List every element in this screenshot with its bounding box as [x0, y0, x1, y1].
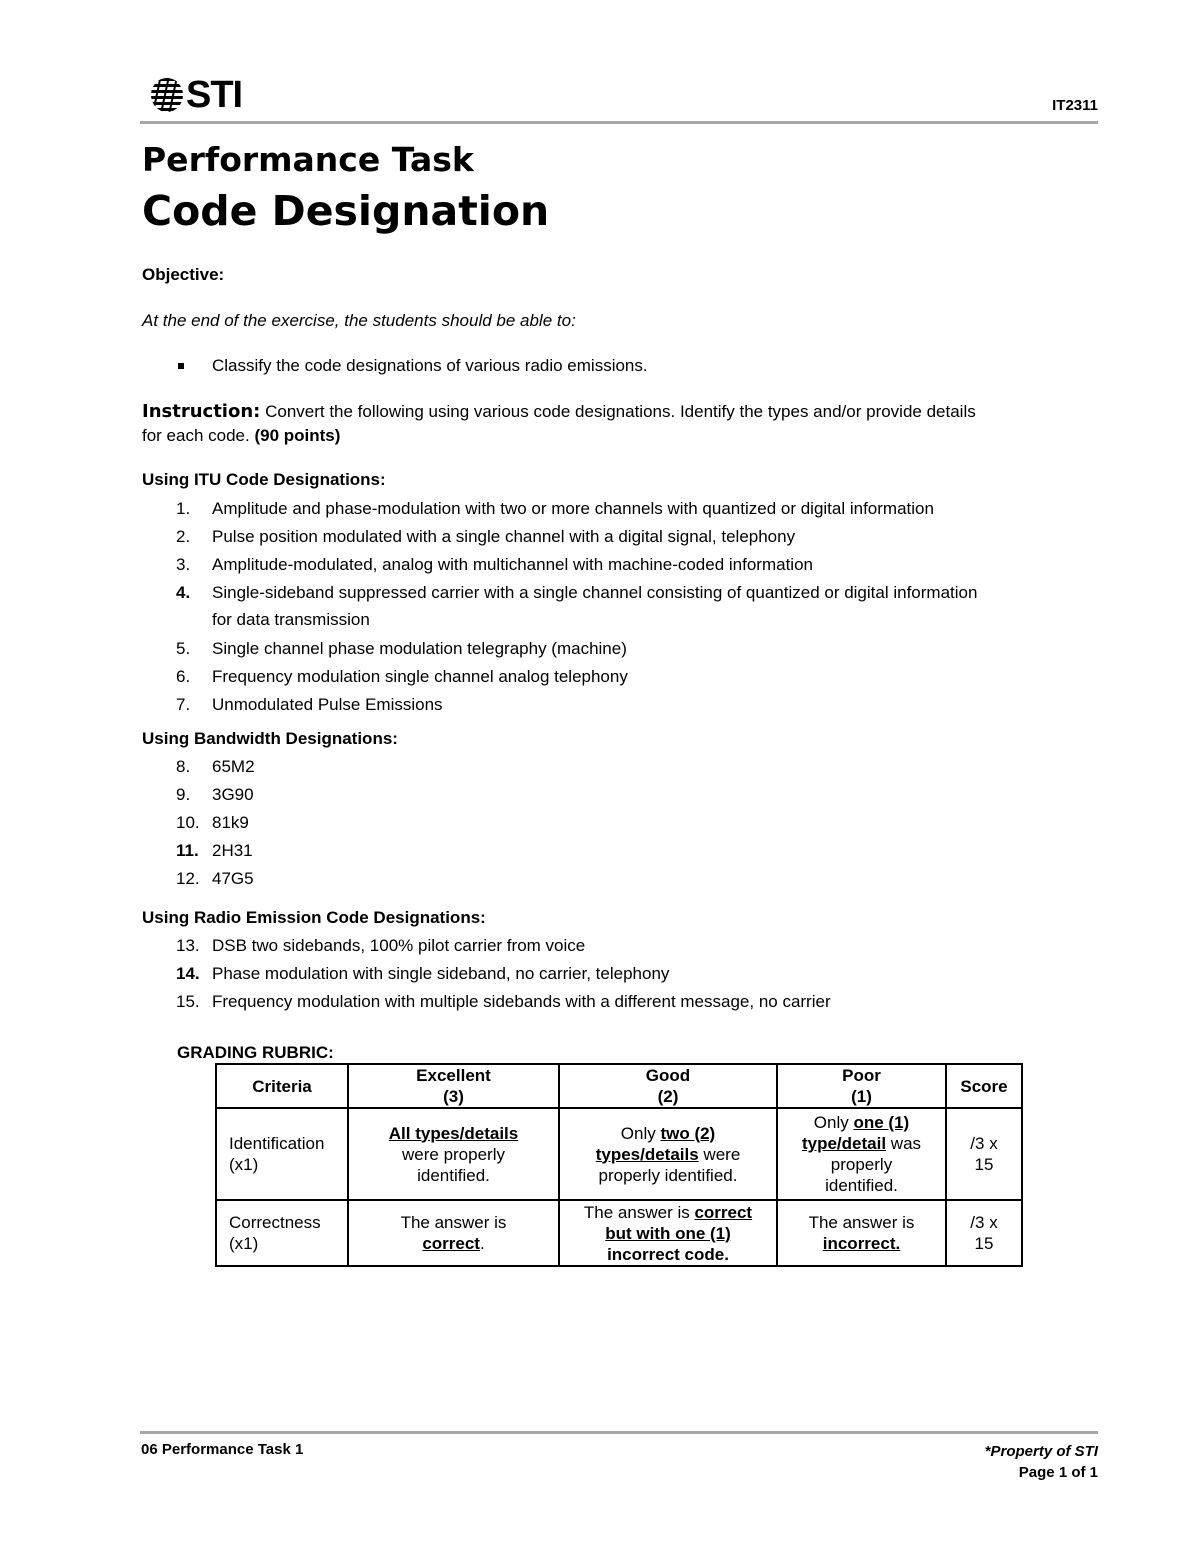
- identification-score: /3 x 15: [946, 1108, 1022, 1200]
- criteria-identification: Identification (x1): [216, 1108, 348, 1200]
- list-item: 9. 3G90: [176, 785, 254, 804]
- instruction-line2: [142, 425, 340, 447]
- header-poor: Poor (1): [777, 1064, 946, 1108]
- footer-rule: [140, 1431, 1098, 1434]
- bandwidth-heading: Using Bandwidth Designations:: [142, 729, 398, 748]
- footer-task-label: 06 Performance Task 1: [141, 1441, 304, 1458]
- list-item: 8. 65M2: [176, 757, 255, 776]
- list-item: 10. 81k9: [176, 813, 249, 832]
- identification-excellent: All types/details were properly identified.: [348, 1108, 559, 1200]
- instruction-text1: Convert the following using various code designations. Identify the types and/or provide details: [260, 402, 976, 421]
- list-item: 2. Pulse position modulated with a single channel with a digital signal, telephony: [176, 527, 796, 546]
- footer-property: *Property of STI: [984, 1443, 1098, 1460]
- list-item: 12. 47G5: [176, 869, 254, 888]
- table-row: [216, 1108, 1022, 1200]
- header-criteria: Criteria: [216, 1064, 348, 1108]
- header-good: Good (2): [559, 1064, 777, 1108]
- table-header-row: [216, 1064, 1022, 1108]
- correctness-excellent: The answer is correct.: [348, 1200, 559, 1266]
- objective-heading: Objective:: [142, 265, 225, 284]
- globe-icon: [150, 76, 184, 114]
- list-item: 6. Frequency modulation single channel analog telephony: [176, 667, 628, 686]
- criteria-correctness: Correctness (x1): [216, 1200, 348, 1266]
- list-item: 7. Unmodulated Pulse Emissions: [176, 695, 443, 714]
- page-title: Performance Task: [142, 140, 474, 179]
- list-item: 14. Phase modulation with single sideband, no carrier, telephony: [176, 964, 670, 983]
- sti-logo: [150, 74, 242, 116]
- header-excellent: Excellent (3): [348, 1064, 559, 1108]
- list-item: 11. 2H31: [176, 841, 253, 860]
- list-item: 4. Single-sideband suppressed carrier with a single channel consisting of quantized or digital information: [176, 583, 978, 602]
- list-item: 13. DSB two sidebands, 100% pilot carrier from voice: [176, 936, 586, 955]
- instruction-label: Instruction:: [142, 401, 261, 422]
- instruction-points: (90 points): [254, 426, 341, 445]
- footer-page-number: Page 1 of 1: [1018, 1464, 1098, 1481]
- itu-heading: Using ITU Code Designations:: [142, 470, 386, 489]
- footer-right: [985, 1441, 1098, 1483]
- logo-wordmark: STI: [186, 74, 243, 116]
- list-item: 15. Frequency modulation with multiple sidebands with a different message, no carrier: [176, 992, 831, 1011]
- grading-rubric-table: [215, 1063, 1023, 1267]
- list-item-continuation: for data transmission: [212, 610, 370, 629]
- page-subtitle: Code Designation: [142, 187, 550, 235]
- rubric-heading: GRADING RUBRIC:: [177, 1043, 334, 1062]
- instruction-text2: for each code.: [142, 426, 255, 445]
- radio-emission-heading: Using Radio Emission Code Designations:: [142, 908, 486, 927]
- identification-poor: Only one (1) type/detail was properly identified.: [777, 1108, 946, 1200]
- header-score: Score: [946, 1064, 1022, 1108]
- bullet-icon: [178, 363, 184, 369]
- list-item: 3. Amplitude-modulated, analog with multichannel with machine-coded information: [176, 555, 813, 574]
- identification-good: Only two (2) types/details were properly identified.: [559, 1108, 777, 1200]
- list-item: 1. Amplitude and phase-modulation with two or more channels with quantized or digital information: [176, 499, 934, 518]
- correctness-score: /3 x 15: [946, 1200, 1022, 1266]
- correctness-poor: The answer is incorrect.: [777, 1200, 946, 1266]
- instruction-line1: [142, 401, 1102, 423]
- list-item: 5. Single channel phase modulation telegraphy (machine): [176, 639, 627, 658]
- objective-bullet: Classify the code designations of various radio emissions.: [212, 356, 648, 375]
- correctness-good: The answer is correct but with one (1) incorrect code.: [559, 1200, 777, 1266]
- header-rule: [140, 121, 1098, 124]
- course-code: IT2311: [1052, 97, 1098, 114]
- table-row: [216, 1200, 1022, 1266]
- objective-intro: At the end of the exercise, the students should be able to:: [142, 311, 576, 330]
